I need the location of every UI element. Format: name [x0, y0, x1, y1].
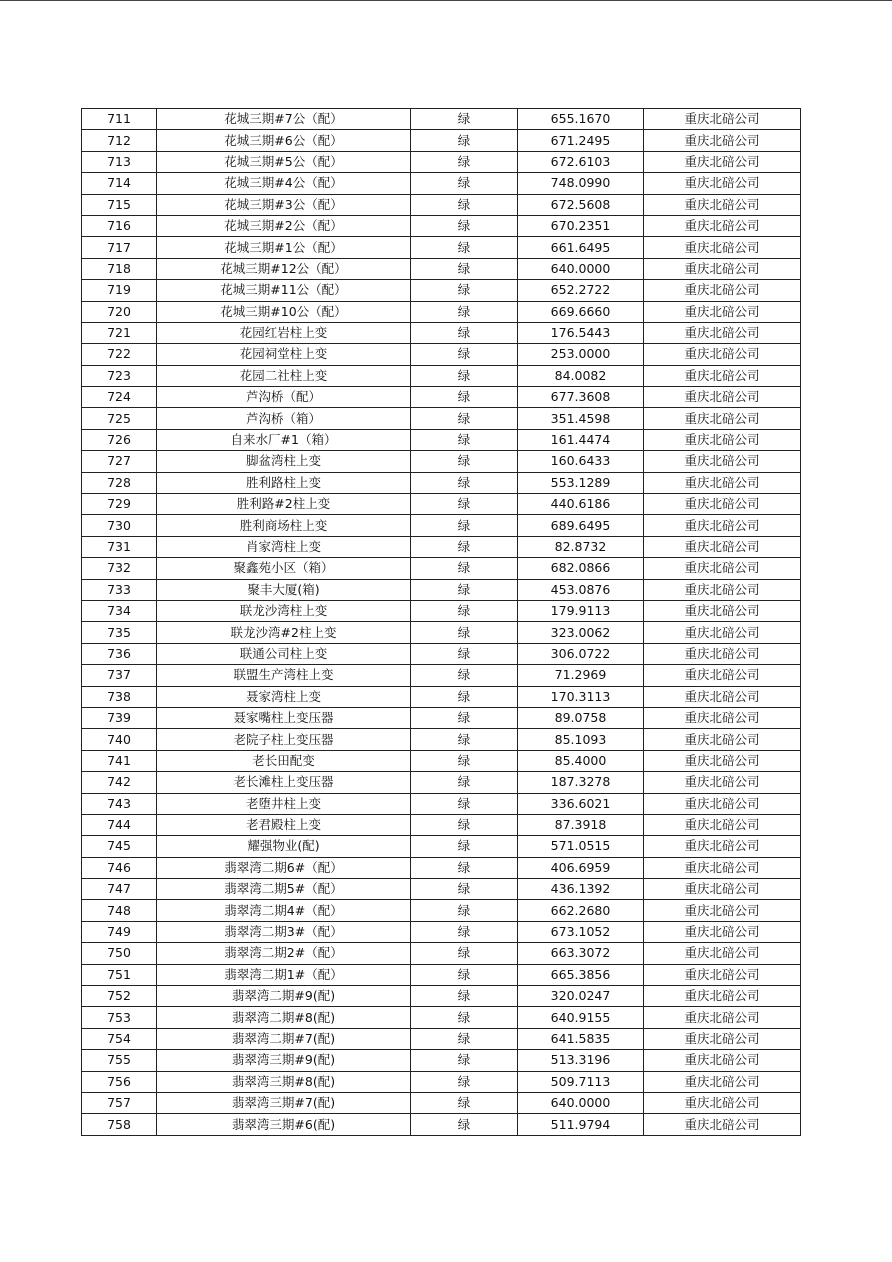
- table-row: [82, 322, 801, 343]
- status-cell: 绿: [411, 151, 518, 172]
- table-row: [82, 900, 801, 921]
- station-name-cell: 联通公司柱上变: [157, 643, 411, 664]
- table-row: [82, 1007, 801, 1028]
- row-number-cell: 723: [82, 365, 157, 386]
- row-number-cell: 755: [82, 1050, 157, 1071]
- table-row: [82, 729, 801, 750]
- table-row: [82, 429, 801, 450]
- station-name-cell: 翡翠湾二期#9(配): [157, 986, 411, 1007]
- status-cell: 绿: [411, 943, 518, 964]
- status-cell: 绿: [411, 1114, 518, 1135]
- company-cell: 重庆北碚公司: [644, 814, 801, 835]
- row-number-cell: 752: [82, 986, 157, 1007]
- table-row: [82, 151, 801, 172]
- station-name-cell: 脚盆湾柱上变: [157, 451, 411, 472]
- row-number-cell: 714: [82, 173, 157, 194]
- table-row: [82, 109, 801, 130]
- value-cell: 84.0082: [518, 365, 644, 386]
- station-name-cell: 翡翠湾二期#8(配): [157, 1007, 411, 1028]
- company-cell: 重庆北碚公司: [644, 558, 801, 579]
- station-name-cell: 胜利路柱上变: [157, 472, 411, 493]
- station-name-cell: 花城三期#5公（配）: [157, 151, 411, 172]
- status-cell: 绿: [411, 750, 518, 771]
- company-cell: 重庆北碚公司: [644, 879, 801, 900]
- company-cell: 重庆北碚公司: [644, 964, 801, 985]
- row-number-cell: 715: [82, 194, 157, 215]
- company-cell: 重庆北碚公司: [644, 579, 801, 600]
- company-cell: 重庆北碚公司: [644, 387, 801, 408]
- status-cell: 绿: [411, 1071, 518, 1092]
- company-cell: 重庆北碚公司: [644, 515, 801, 536]
- row-number-cell: 736: [82, 643, 157, 664]
- station-name-cell: 花城三期#3公（配）: [157, 194, 411, 215]
- status-cell: 绿: [411, 900, 518, 921]
- station-name-cell: 耀强物业(配): [157, 836, 411, 857]
- row-number-cell: 746: [82, 857, 157, 878]
- station-name-cell: 翡翠湾三期#9(配): [157, 1050, 411, 1071]
- station-name-cell: 翡翠湾二期2#（配）: [157, 943, 411, 964]
- station-name-cell: 翡翠湾二期#7(配): [157, 1028, 411, 1049]
- table-row: [82, 1050, 801, 1071]
- station-name-cell: 聂家湾柱上变: [157, 686, 411, 707]
- table-row: [82, 387, 801, 408]
- station-name-cell: 翡翠湾二期6#（配）: [157, 857, 411, 878]
- value-cell: 187.3278: [518, 772, 644, 793]
- data-table: [81, 108, 801, 1136]
- value-cell: 665.3856: [518, 964, 644, 985]
- status-cell: 绿: [411, 600, 518, 621]
- value-cell: 453.0876: [518, 579, 644, 600]
- row-number-cell: 729: [82, 494, 157, 515]
- table-row: [82, 536, 801, 557]
- company-cell: 重庆北碚公司: [644, 109, 801, 130]
- station-name-cell: 翡翠湾三期#6(配): [157, 1114, 411, 1135]
- station-name-cell: 花园祠堂柱上变: [157, 344, 411, 365]
- company-cell: 重庆北碚公司: [644, 1092, 801, 1113]
- value-cell: 661.6495: [518, 237, 644, 258]
- row-number-cell: 749: [82, 921, 157, 942]
- row-number-cell: 711: [82, 109, 157, 130]
- value-cell: 179.9113: [518, 600, 644, 621]
- table-row: [82, 173, 801, 194]
- value-cell: 553.1289: [518, 472, 644, 493]
- row-number-cell: 717: [82, 237, 157, 258]
- station-name-cell: 花城三期#2公（配）: [157, 215, 411, 236]
- row-number-cell: 735: [82, 622, 157, 643]
- station-name-cell: 花园红岩柱上变: [157, 322, 411, 343]
- value-cell: 336.6021: [518, 793, 644, 814]
- status-cell: 绿: [411, 1050, 518, 1071]
- table-row: [82, 600, 801, 621]
- value-cell: 161.4474: [518, 429, 644, 450]
- status-cell: 绿: [411, 536, 518, 557]
- table-row: [82, 258, 801, 279]
- company-cell: 重庆北碚公司: [644, 237, 801, 258]
- value-cell: 320.0247: [518, 986, 644, 1007]
- company-cell: 重庆北碚公司: [644, 793, 801, 814]
- status-cell: 绿: [411, 793, 518, 814]
- row-number-cell: 719: [82, 280, 157, 301]
- value-cell: 253.0000: [518, 344, 644, 365]
- row-number-cell: 727: [82, 451, 157, 472]
- value-cell: 640.9155: [518, 1007, 644, 1028]
- station-name-cell: 聂家嘴柱上变压器: [157, 707, 411, 728]
- status-cell: 绿: [411, 451, 518, 472]
- status-cell: 绿: [411, 494, 518, 515]
- company-cell: 重庆北碚公司: [644, 451, 801, 472]
- station-name-cell: 芦沟桥（配）: [157, 387, 411, 408]
- row-number-cell: 713: [82, 151, 157, 172]
- status-cell: 绿: [411, 579, 518, 600]
- status-cell: 绿: [411, 772, 518, 793]
- station-name-cell: 芦沟桥（箱）: [157, 408, 411, 429]
- company-cell: 重庆北碚公司: [644, 836, 801, 857]
- station-name-cell: 联龙沙湾柱上变: [157, 600, 411, 621]
- value-cell: 672.6103: [518, 151, 644, 172]
- value-cell: 673.1052: [518, 921, 644, 942]
- status-cell: 绿: [411, 1028, 518, 1049]
- status-cell: 绿: [411, 964, 518, 985]
- row-number-cell: 720: [82, 301, 157, 322]
- station-name-cell: 胜利商场柱上变: [157, 515, 411, 536]
- station-name-cell: 花城三期#11公（配）: [157, 280, 411, 301]
- company-cell: 重庆北碚公司: [644, 986, 801, 1007]
- station-name-cell: 老长田配变: [157, 750, 411, 771]
- row-number-cell: 730: [82, 515, 157, 536]
- row-number-cell: 745: [82, 836, 157, 857]
- row-number-cell: 739: [82, 707, 157, 728]
- value-cell: 440.6186: [518, 494, 644, 515]
- company-cell: 重庆北碚公司: [644, 729, 801, 750]
- row-number-cell: 725: [82, 408, 157, 429]
- company-cell: 重庆北碚公司: [644, 365, 801, 386]
- company-cell: 重庆北碚公司: [644, 665, 801, 686]
- value-cell: 323.0062: [518, 622, 644, 643]
- company-cell: 重庆北碚公司: [644, 643, 801, 664]
- value-cell: 71.2969: [518, 665, 644, 686]
- company-cell: 重庆北碚公司: [644, 943, 801, 964]
- station-name-cell: 花城三期#12公（配）: [157, 258, 411, 279]
- company-cell: 重庆北碚公司: [644, 194, 801, 215]
- company-cell: 重庆北碚公司: [644, 1114, 801, 1135]
- table-row: [82, 921, 801, 942]
- row-number-cell: 728: [82, 472, 157, 493]
- value-cell: 669.6660: [518, 301, 644, 322]
- table-row: [82, 365, 801, 386]
- table-row: [82, 215, 801, 236]
- table-row: [82, 472, 801, 493]
- status-cell: 绿: [411, 729, 518, 750]
- status-cell: 绿: [411, 879, 518, 900]
- row-number-cell: 743: [82, 793, 157, 814]
- value-cell: 160.6433: [518, 451, 644, 472]
- row-number-cell: 732: [82, 558, 157, 579]
- row-number-cell: 756: [82, 1071, 157, 1092]
- company-cell: 重庆北碚公司: [644, 494, 801, 515]
- station-name-cell: 花城三期#10公（配）: [157, 301, 411, 322]
- status-cell: 绿: [411, 344, 518, 365]
- status-cell: 绿: [411, 215, 518, 236]
- table-row: [82, 1071, 801, 1092]
- status-cell: 绿: [411, 665, 518, 686]
- value-cell: 748.0990: [518, 173, 644, 194]
- table-row: [82, 194, 801, 215]
- station-name-cell: 花园二社柱上变: [157, 365, 411, 386]
- table-row: [82, 836, 801, 857]
- row-number-cell: 731: [82, 536, 157, 557]
- table-row: [82, 750, 801, 771]
- station-name-cell: 翡翠湾三期#7(配): [157, 1092, 411, 1113]
- row-number-cell: 747: [82, 879, 157, 900]
- table-row: [82, 622, 801, 643]
- value-cell: 176.5443: [518, 322, 644, 343]
- value-cell: 436.1392: [518, 879, 644, 900]
- company-cell: 重庆北碚公司: [644, 857, 801, 878]
- value-cell: 85.4000: [518, 750, 644, 771]
- company-cell: 重庆北碚公司: [644, 1071, 801, 1092]
- row-number-cell: 753: [82, 1007, 157, 1028]
- station-name-cell: 聚鑫苑小区（箱）: [157, 558, 411, 579]
- row-number-cell: 748: [82, 900, 157, 921]
- row-number-cell: 734: [82, 600, 157, 621]
- status-cell: 绿: [411, 130, 518, 151]
- status-cell: 绿: [411, 643, 518, 664]
- row-number-cell: 750: [82, 943, 157, 964]
- row-number-cell: 742: [82, 772, 157, 793]
- status-cell: 绿: [411, 814, 518, 835]
- status-cell: 绿: [411, 686, 518, 707]
- station-name-cell: 花城三期#4公（配）: [157, 173, 411, 194]
- status-cell: 绿: [411, 322, 518, 343]
- company-cell: 重庆北碚公司: [644, 921, 801, 942]
- company-cell: 重庆北碚公司: [644, 344, 801, 365]
- row-number-cell: 740: [82, 729, 157, 750]
- row-number-cell: 721: [82, 322, 157, 343]
- table-row: [82, 943, 801, 964]
- table-row: [82, 280, 801, 301]
- company-cell: 重庆北碚公司: [644, 280, 801, 301]
- row-number-cell: 716: [82, 215, 157, 236]
- status-cell: 绿: [411, 387, 518, 408]
- status-cell: 绿: [411, 237, 518, 258]
- status-cell: 绿: [411, 109, 518, 130]
- value-cell: 652.2722: [518, 280, 644, 301]
- table-row: [82, 686, 801, 707]
- row-number-cell: 758: [82, 1114, 157, 1135]
- value-cell: 655.1670: [518, 109, 644, 130]
- station-name-cell: 老堕井柱上变: [157, 793, 411, 814]
- value-cell: 640.0000: [518, 258, 644, 279]
- company-cell: 重庆北碚公司: [644, 1007, 801, 1028]
- station-name-cell: 胜利路#2柱上变: [157, 494, 411, 515]
- company-cell: 重庆北碚公司: [644, 151, 801, 172]
- station-name-cell: 花城三期#7公（配）: [157, 109, 411, 130]
- value-cell: 677.3608: [518, 387, 644, 408]
- table-row: [82, 494, 801, 515]
- table-row: [82, 301, 801, 322]
- table-row: [82, 707, 801, 728]
- value-cell: 89.0758: [518, 707, 644, 728]
- station-name-cell: 翡翠湾二期5#（配）: [157, 879, 411, 900]
- company-cell: 重庆北碚公司: [644, 408, 801, 429]
- status-cell: 绿: [411, 857, 518, 878]
- company-cell: 重庆北碚公司: [644, 258, 801, 279]
- status-cell: 绿: [411, 408, 518, 429]
- status-cell: 绿: [411, 258, 518, 279]
- status-cell: 绿: [411, 173, 518, 194]
- station-name-cell: 翡翠湾三期#8(配): [157, 1071, 411, 1092]
- table-row: [82, 237, 801, 258]
- table-row: [82, 643, 801, 664]
- value-cell: 85.1093: [518, 729, 644, 750]
- station-name-cell: 翡翠湾二期1#（配）: [157, 964, 411, 985]
- value-cell: 672.5608: [518, 194, 644, 215]
- value-cell: 663.3072: [518, 943, 644, 964]
- status-cell: 绿: [411, 472, 518, 493]
- status-cell: 绿: [411, 836, 518, 857]
- station-name-cell: 联龙沙湾#2柱上变: [157, 622, 411, 643]
- station-name-cell: 自来水厂#1（箱）: [157, 429, 411, 450]
- row-number-cell: 744: [82, 814, 157, 835]
- company-cell: 重庆北碚公司: [644, 215, 801, 236]
- station-name-cell: 老君殿柱上变: [157, 814, 411, 835]
- status-cell: 绿: [411, 1092, 518, 1113]
- value-cell: 671.2495: [518, 130, 644, 151]
- table-row: [82, 515, 801, 536]
- company-cell: 重庆北碚公司: [644, 1050, 801, 1071]
- row-number-cell: 738: [82, 686, 157, 707]
- company-cell: 重庆北碚公司: [644, 173, 801, 194]
- table-row: [82, 1114, 801, 1135]
- value-cell: 641.5835: [518, 1028, 644, 1049]
- value-cell: 351.4598: [518, 408, 644, 429]
- row-number-cell: 726: [82, 429, 157, 450]
- company-cell: 重庆北碚公司: [644, 322, 801, 343]
- company-cell: 重庆北碚公司: [644, 750, 801, 771]
- table-row: [82, 1028, 801, 1049]
- table-row: [82, 964, 801, 985]
- table-row: [82, 1092, 801, 1113]
- row-number-cell: 741: [82, 750, 157, 771]
- status-cell: 绿: [411, 515, 518, 536]
- table-row: [82, 579, 801, 600]
- station-name-cell: 老长滩柱上变压器: [157, 772, 411, 793]
- company-cell: 重庆北碚公司: [644, 472, 801, 493]
- value-cell: 170.3113: [518, 686, 644, 707]
- company-cell: 重庆北碚公司: [644, 707, 801, 728]
- company-cell: 重庆北碚公司: [644, 429, 801, 450]
- table-row: [82, 814, 801, 835]
- value-cell: 689.6495: [518, 515, 644, 536]
- row-number-cell: 737: [82, 665, 157, 686]
- status-cell: 绿: [411, 1007, 518, 1028]
- row-number-cell: 718: [82, 258, 157, 279]
- status-cell: 绿: [411, 986, 518, 1007]
- value-cell: 682.0866: [518, 558, 644, 579]
- station-name-cell: 肖家湾柱上变: [157, 536, 411, 557]
- status-cell: 绿: [411, 194, 518, 215]
- value-cell: 662.2680: [518, 900, 644, 921]
- row-number-cell: 757: [82, 1092, 157, 1113]
- value-cell: 406.6959: [518, 857, 644, 878]
- station-name-cell: 翡翠湾二期3#（配）: [157, 921, 411, 942]
- company-cell: 重庆北碚公司: [644, 600, 801, 621]
- status-cell: 绿: [411, 622, 518, 643]
- table-row: [82, 558, 801, 579]
- value-cell: 82.8732: [518, 536, 644, 557]
- table-row: [82, 344, 801, 365]
- table-row: [82, 130, 801, 151]
- company-cell: 重庆北碚公司: [644, 622, 801, 643]
- value-cell: 571.0515: [518, 836, 644, 857]
- table-row: [82, 879, 801, 900]
- value-cell: 511.9794: [518, 1114, 644, 1135]
- status-cell: 绿: [411, 280, 518, 301]
- row-number-cell: 712: [82, 130, 157, 151]
- company-cell: 重庆北碚公司: [644, 536, 801, 557]
- value-cell: 640.0000: [518, 1092, 644, 1113]
- row-number-cell: 724: [82, 387, 157, 408]
- station-name-cell: 联盟生产湾柱上变: [157, 665, 411, 686]
- table-row: [82, 451, 801, 472]
- station-name-cell: 花城三期#6公（配）: [157, 130, 411, 151]
- status-cell: 绿: [411, 707, 518, 728]
- station-name-cell: 翡翠湾二期4#（配）: [157, 900, 411, 921]
- value-cell: 306.0722: [518, 643, 644, 664]
- station-name-cell: 老院子柱上变压器: [157, 729, 411, 750]
- company-cell: 重庆北碚公司: [644, 130, 801, 151]
- company-cell: 重庆北碚公司: [644, 1028, 801, 1049]
- company-cell: 重庆北碚公司: [644, 301, 801, 322]
- company-cell: 重庆北碚公司: [644, 772, 801, 793]
- table-body: [82, 109, 801, 1136]
- status-cell: 绿: [411, 301, 518, 322]
- row-number-cell: 754: [82, 1028, 157, 1049]
- value-cell: 509.7113: [518, 1071, 644, 1092]
- status-cell: 绿: [411, 558, 518, 579]
- station-name-cell: 聚丰大厦(箱): [157, 579, 411, 600]
- page-top-border: [0, 0, 892, 1]
- status-cell: 绿: [411, 429, 518, 450]
- company-cell: 重庆北碚公司: [644, 900, 801, 921]
- value-cell: 670.2351: [518, 215, 644, 236]
- table-row: [82, 986, 801, 1007]
- table-row: [82, 772, 801, 793]
- table-row: [82, 793, 801, 814]
- row-number-cell: 733: [82, 579, 157, 600]
- value-cell: 87.3918: [518, 814, 644, 835]
- status-cell: 绿: [411, 365, 518, 386]
- row-number-cell: 751: [82, 964, 157, 985]
- status-cell: 绿: [411, 921, 518, 942]
- company-cell: 重庆北碚公司: [644, 686, 801, 707]
- table-row: [82, 857, 801, 878]
- row-number-cell: 722: [82, 344, 157, 365]
- table-row: [82, 408, 801, 429]
- value-cell: 513.3196: [518, 1050, 644, 1071]
- table-row: [82, 665, 801, 686]
- station-name-cell: 花城三期#1公（配）: [157, 237, 411, 258]
